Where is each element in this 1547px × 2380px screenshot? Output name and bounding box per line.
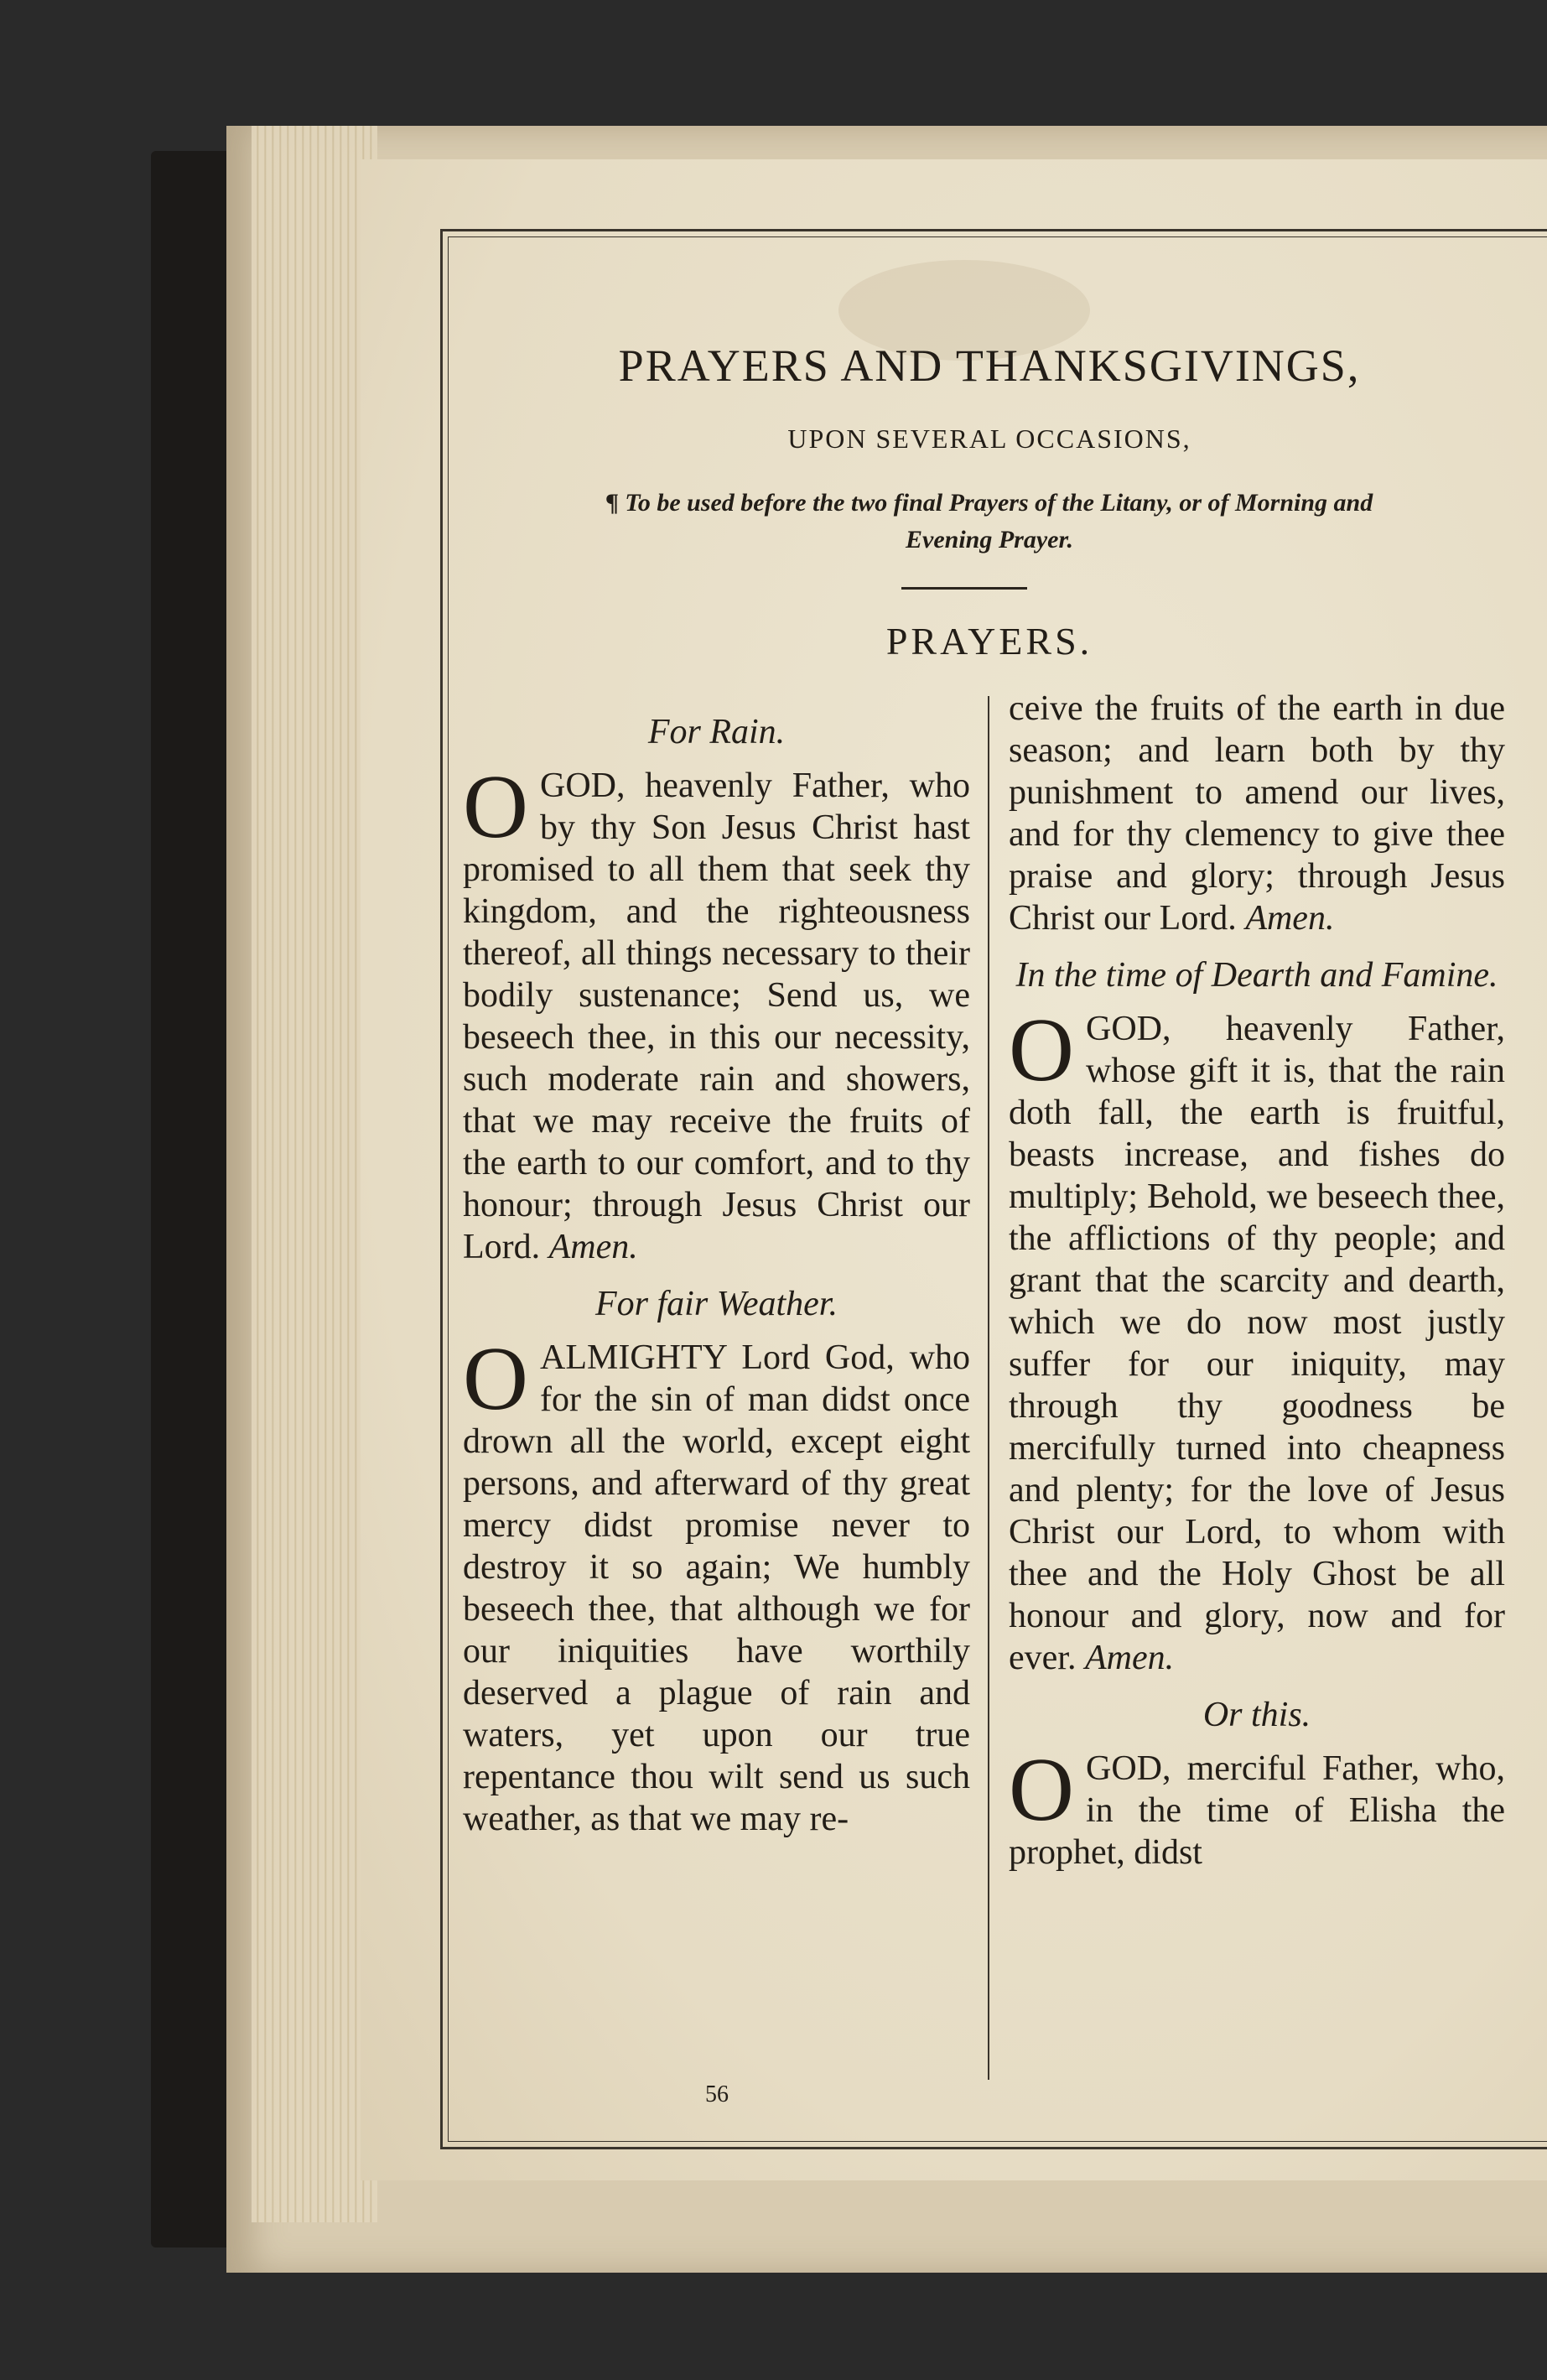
drop-cap: O (1009, 1000, 1074, 1100)
prayer-heading-dearth: In the time of Dearth and Famine. (1015, 956, 1498, 995)
section-rule (901, 587, 1027, 590)
rubric-line-2: Evening Prayer. (906, 526, 1073, 553)
prayer-for-fair-weather (463, 1329, 970, 1840)
amen: Amen. (1084, 1639, 1175, 1677)
prayer-text: ALMIGHTY Lord God, who for the sin of man didst once drown all the world, except eight persons, and afterward of thy great mercy didst promise never to destroy it so again; We humbly beseech thee, that although we for our iniquities have worthily deserved a plague of rain and waters, yet upon our true repentance thou wilt send us such weather, as that we may re- (463, 1338, 970, 1838)
page-number: 56 (705, 2081, 729, 2107)
prayer-heading-rain: For Rain. (647, 713, 786, 751)
drop-cap: O (1009, 1740, 1074, 1840)
drop-cap: O (463, 1329, 528, 1429)
prayer-text: GOD, heavenly Father, who by thy Son Jesus Christ hast promised to all them that seek thy kingdom, and the righteousness thereof, all things necessary to their bodily sustenance; Send us, we beseech thee, in this our necessity, such moderate rain and showers, that we may receive the fruits of the earth to our comfort, and to thy honour; through Jesus Christ our Lord. (463, 766, 970, 1266)
prayer-continuation (1009, 688, 1505, 939)
rubric-line-1: ¶ To be used before the two final Prayers of the Litany, or of Morning and (605, 489, 1373, 517)
prayer-or-this (1009, 1740, 1505, 1873)
prayer-heading-fair-weather: For fair Weather. (595, 1285, 838, 1323)
amen: Amen. (548, 1228, 638, 1266)
prayer-text: GOD, heavenly Father, whose gift it is, that the rain doth fall, the earth is fruitful, beasts increase, and fishes do multiply; Behold, we beseech thee, the afflictions of thy people; and grant that the scarcity and dearth, which we do now most justly suffer for our iniquity, may through thy goodness be mercifully turned into cheapness and plenty; for the love of Jesus Christ our Lord, to whom with thee and the Holy Ghost be all honour and glory, now and for ever. (1009, 1010, 1505, 1677)
prayer-for-rain (463, 757, 970, 1268)
column-divider (988, 696, 989, 2080)
page-edges (252, 126, 377, 2222)
section-title: PRAYERS. (885, 620, 1093, 663)
drop-cap: O (463, 757, 528, 857)
rubric-note (470, 485, 1509, 559)
left-column (463, 711, 970, 1855)
prayer-dearth-famine (1009, 1000, 1505, 1679)
prayer-text: GOD, merciful Father, who, in the time of Elisha the prophet, didst (1009, 1749, 1505, 1872)
prayer-heading-or-this: Or this. (1202, 1696, 1311, 1734)
page-title: PRAYERS AND THANKSGIVINGS, (618, 340, 1361, 391)
page-subtitle: UPON SEVERAL OCCASIONS, (787, 424, 1191, 454)
prayer-text: ceive the fruits of the earth in due season; and learn both by thy punishment to amend our lives, and for thy clemency to give thee praise and glory; through Jesus Christ our Lord. (1009, 689, 1505, 938)
amen: Amen. (1245, 899, 1335, 938)
right-column (1009, 688, 1505, 1889)
